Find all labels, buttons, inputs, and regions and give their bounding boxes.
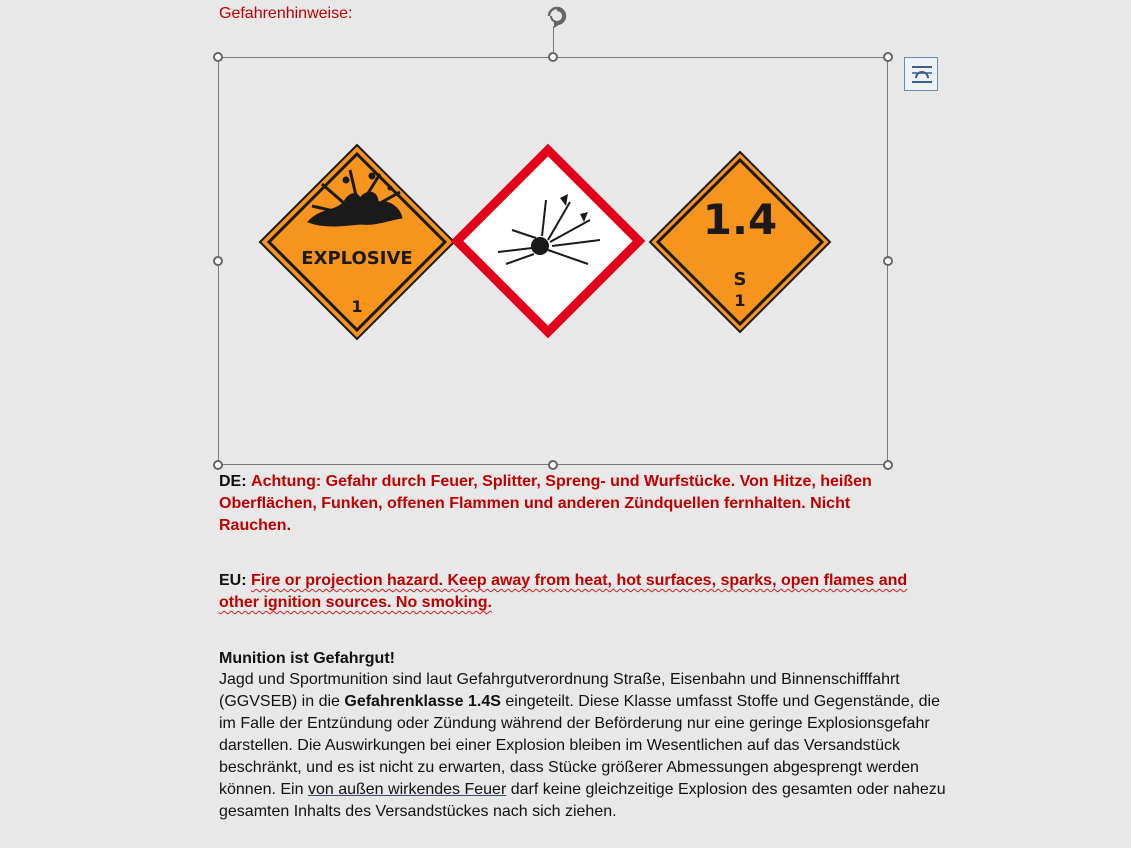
info-text-before: Jagd und Sportmunition sind laut Gefahrgutverordnung Straße, Eisenbahn und Binnenschifffahrt (GGVSEB) in die [219,671,900,710]
resize-handle-top[interactable] [548,52,558,62]
layout-options-button[interactable] [904,57,938,91]
info-text-after: darf keine gleichzeitige Explosion des gesamten oder nahezu gesamten Inhalts des Versandstückes nach sich ziehen. [219,781,946,820]
explosive-1-sign [260,145,454,339]
resize-handle-left[interactable] [213,256,223,266]
svg-text:1.4: 1.4 [702,195,778,244]
rotate-handle-icon[interactable] [541,2,573,30]
hazard-signs-image[interactable] [250,140,850,350]
info-title: Munition ist Gefahrgut! [219,650,395,667]
resize-handle-bottom[interactable] [548,460,558,470]
svg-text:S: S [733,269,747,290]
ghs01-exploding-bomb-pictogram [457,150,639,332]
resize-handle-bottom-right[interactable] [883,460,893,470]
hazard-class-bold: Gefahrenklasse 1.4S [344,693,501,710]
resize-handle-bottom-left[interactable] [213,460,223,470]
eu-warning-text: Fire or projection hazard. Keep away from heat, hot surfaces, sparks, open flames and other ignition sources. No smoking. [219,572,908,611]
eu-warning-paragraph [219,570,944,614]
info-paragraph [219,669,947,823]
de-label: DE: [219,473,247,490]
info-text-middle: eingeteilt. Diese Klasse umfasst Stoffe und Gegenstände, die im Falle der Entzündung oder Zündung während der Beförderung nur eine geringe Explosionsgefahr darstellen. Die Auswirkungen bei einer Explosion bleiben im Wesentlichen auf das Versandstück beschränkt, und es ist nicht zu erwarten, dass Stücke größerer Abmessungen abgesprengt werden können. Ein [219,693,941,798]
svg-text:1: 1 [734,291,746,310]
resize-handle-right[interactable] [883,256,893,266]
svg-text:1: 1 [351,297,363,316]
de-warning-paragraph [219,471,909,537]
resize-handle-top-right[interactable] [883,52,893,62]
de-warning-text: Achtung: Gefahr durch Feuer, Splitter, Spreng- und Wurfstücke. Von Hitze, heißen Oberflächen, Funken, offenen Flammen und anderen Zündquellen fernhalten. Nicht Rauchen. [219,473,872,534]
resize-handle-top-left[interactable] [213,52,223,62]
division-1-4-s-sign [650,152,830,332]
text-wrap-icon [905,58,939,92]
hazard-heading: Gefahrenhinweise: [219,5,353,22]
svg-text:EXPLOSIVE: EXPLOSIVE [301,248,413,269]
eu-label: EU: [219,572,247,589]
external-fire-link[interactable]: von außen wirkendes Feuer [307,781,507,798]
